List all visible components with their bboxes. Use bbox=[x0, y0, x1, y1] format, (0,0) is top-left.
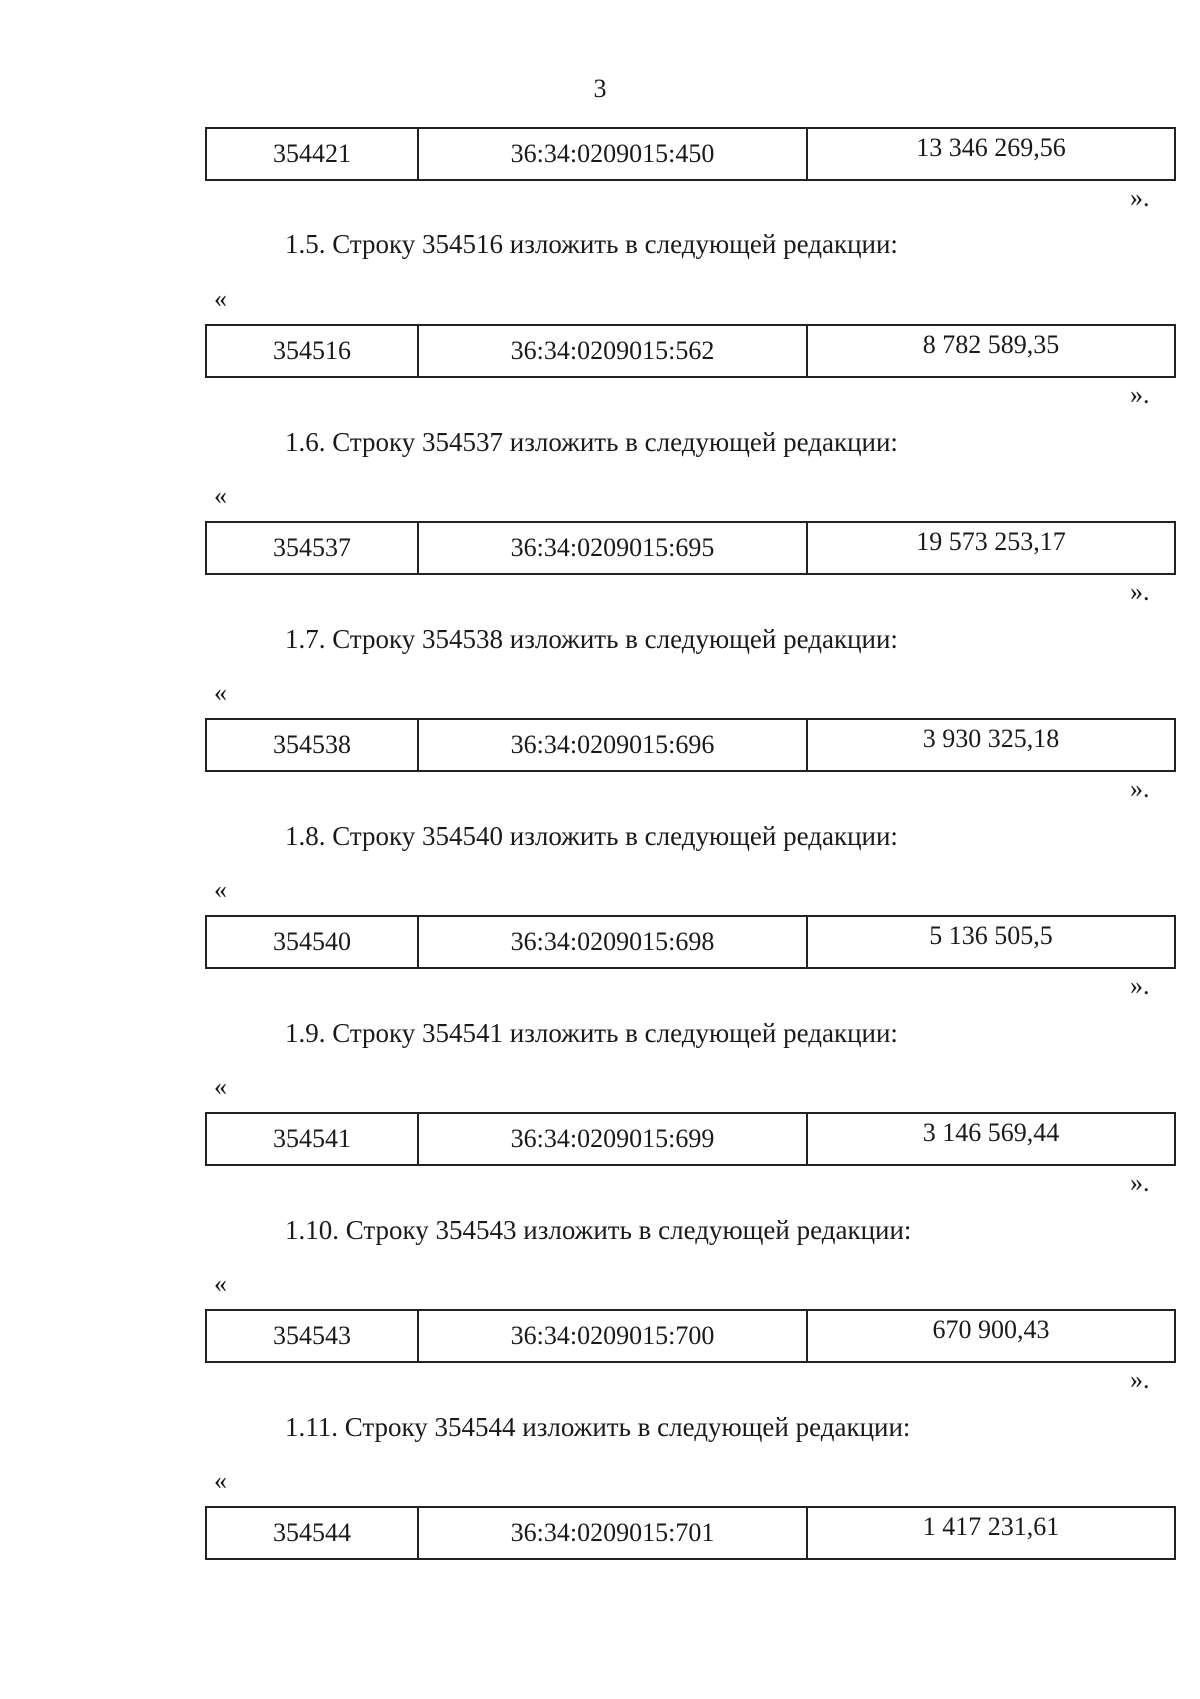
row-code: 354516 bbox=[207, 326, 419, 376]
section-heading: 1.5. Строку 354516 изложить в следующей редакции: bbox=[285, 229, 898, 259]
row-cadastral-number: 36:34:0209015:696 bbox=[419, 720, 808, 770]
row-value: 3 930 325,18 bbox=[922, 724, 1060, 753]
row-code: 354544 bbox=[207, 1508, 419, 1558]
closing-quote: ». bbox=[1130, 971, 1150, 1000]
row-value: 13 346 269,56 bbox=[916, 133, 1066, 162]
opening-quote: « bbox=[214, 1466, 227, 1495]
opening-quote: « bbox=[214, 678, 227, 707]
closing-quote: ». bbox=[1130, 380, 1150, 409]
row-value: 19 573 253,17 bbox=[916, 527, 1066, 556]
section-heading: 1.10. Строку 354543 изложить в следующей редакции: bbox=[285, 1215, 912, 1245]
section-heading: 1.11. Строку 354544 изложить в следующей редакции: bbox=[285, 1412, 911, 1442]
row-value: 1 417 231,61 bbox=[922, 1512, 1060, 1541]
opening-quote: « bbox=[214, 1269, 227, 1298]
row-code: 354421 bbox=[207, 129, 419, 179]
row-cadastral-number: 36:34:0209015:450 bbox=[419, 129, 808, 179]
row-code: 354543 bbox=[207, 1311, 419, 1361]
row-code: 354538 bbox=[207, 720, 419, 770]
section-heading: 1.9. Строку 354541 изложить в следующей редакции: bbox=[285, 1018, 898, 1048]
opening-quote: « bbox=[214, 481, 227, 510]
row-cadastral-number: 36:34:0209015:700 bbox=[419, 1311, 808, 1361]
closing-quote: ». bbox=[1130, 1168, 1150, 1197]
table-row bbox=[205, 1112, 1176, 1166]
closing-quote: ». bbox=[1130, 577, 1150, 606]
section-heading: 1.6. Строку 354537 изложить в следующей редакции: bbox=[285, 427, 898, 457]
section-heading: 1.7. Строку 354538 изложить в следующей редакции: bbox=[285, 624, 898, 654]
table-row bbox=[205, 324, 1176, 378]
row-value: 8 782 589,35 bbox=[922, 330, 1060, 359]
row-code: 354540 bbox=[207, 917, 419, 967]
opening-quote: « bbox=[214, 1072, 227, 1101]
row-cadastral-number: 36:34:0209015:699 bbox=[419, 1114, 808, 1164]
table-row bbox=[205, 915, 1176, 969]
row-value: 3 146 569,44 bbox=[922, 1118, 1060, 1147]
closing-quote: ». bbox=[1130, 1365, 1150, 1394]
section-heading: 1.8. Строку 354540 изложить в следующей редакции: bbox=[285, 821, 898, 851]
table-row bbox=[205, 1506, 1176, 1560]
table-row bbox=[205, 1309, 1176, 1363]
opening-quote: « bbox=[214, 875, 227, 904]
row-value: 670 900,43 bbox=[932, 1315, 1050, 1344]
row-code: 354541 bbox=[207, 1114, 419, 1164]
row-code: 354537 bbox=[207, 523, 419, 573]
row-value: 5 136 505,5 bbox=[929, 921, 1053, 950]
closing-quote: ». bbox=[1130, 774, 1150, 803]
table-row bbox=[205, 718, 1176, 772]
closing-quote: ». bbox=[1130, 183, 1150, 212]
table-row bbox=[205, 521, 1176, 575]
row-cadastral-number: 36:34:0209015:701 bbox=[419, 1508, 808, 1558]
row-cadastral-number: 36:34:0209015:698 bbox=[419, 917, 808, 967]
page-number bbox=[0, 74, 1200, 104]
page-number-text: 3 bbox=[593, 74, 607, 103]
table-row bbox=[205, 127, 1176, 181]
row-cadastral-number: 36:34:0209015:695 bbox=[419, 523, 808, 573]
opening-quote: « bbox=[214, 284, 227, 313]
row-cadastral-number: 36:34:0209015:562 bbox=[419, 326, 808, 376]
